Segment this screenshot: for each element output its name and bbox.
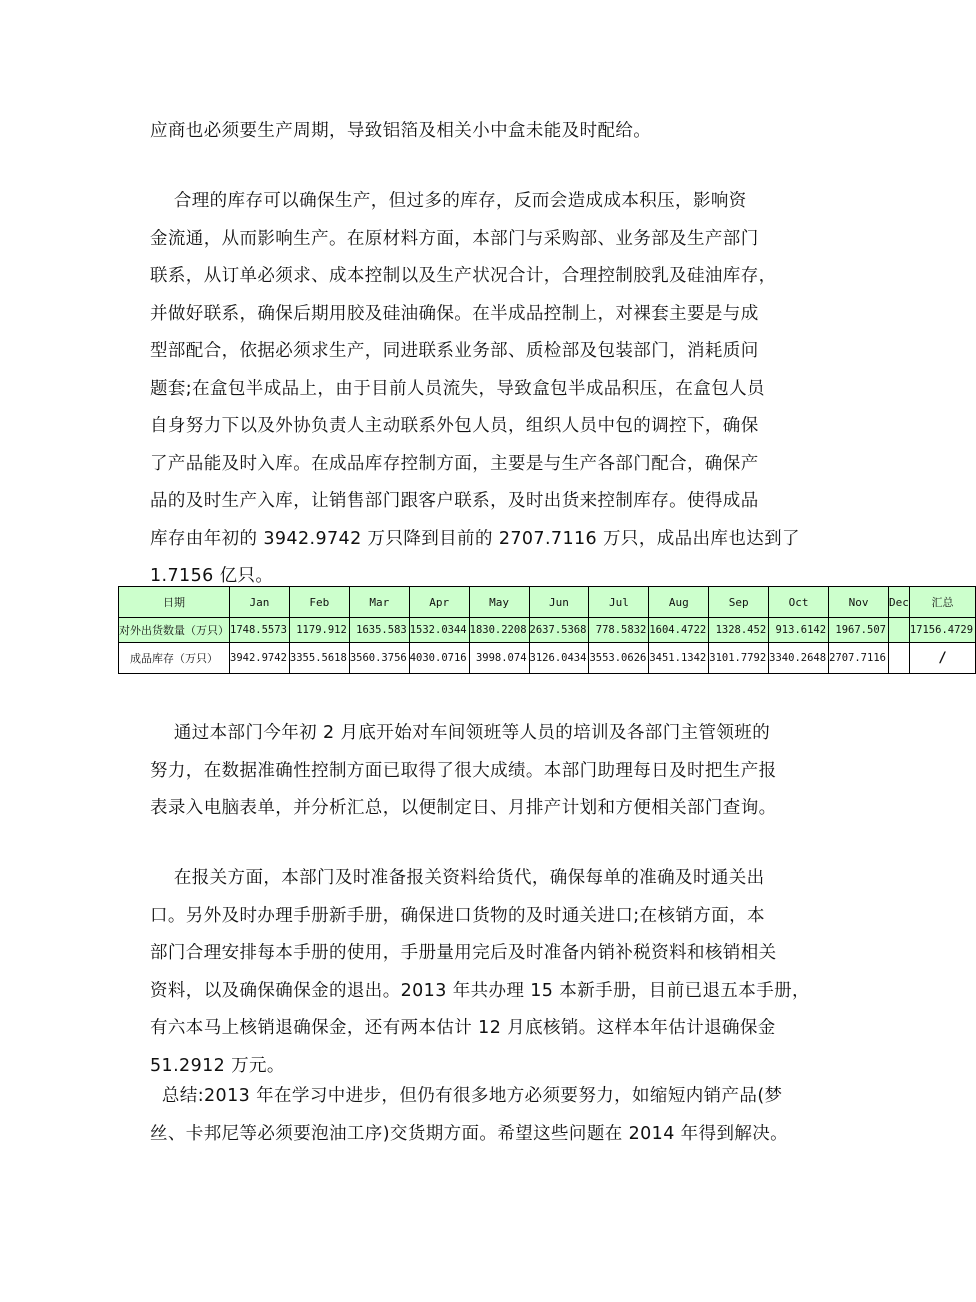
text-line: 总结:2013 年在学习中进步，但仍有很多地方必须要努力，如缩短内销产品(梦 bbox=[150, 1086, 783, 1106]
text-line: 型部配合，依据必须求生产，同进联系业务部、质检部及包装部门，消耗质问 bbox=[150, 341, 759, 361]
table-cell: 3355.5618 bbox=[289, 643, 349, 674]
table-cell: 1604.4722 bbox=[649, 618, 709, 643]
table-cell bbox=[888, 618, 909, 643]
text-line: 联系，从订单必须求、成本控制以及生产状况合计，合理控制胶乳及硅油库存， bbox=[150, 266, 777, 286]
table-cell: 3560.3756 bbox=[349, 643, 409, 674]
table-cell: 4030.0716 bbox=[409, 643, 469, 674]
header-cell: Dec bbox=[888, 587, 909, 618]
table-cell-total: 17156.4729 bbox=[909, 618, 975, 643]
paragraph-supplier-note bbox=[150, 113, 800, 151]
text-line: 努力，在数据准确性控制方面已取得了很大成绩。本部门助理每日及时把生产报 bbox=[150, 760, 777, 781]
table-cell: 3998.074 bbox=[469, 643, 529, 674]
header-cell: 日期 bbox=[119, 587, 230, 618]
text-line: 部门合理安排每本手册的使用，手册量用完后及时准备内销补税资料和核销相关 bbox=[150, 943, 777, 963]
text-line: 并做好联系，确保后期用胶及硅油确保。在半成品控制上，对裸套主要是与成 bbox=[150, 303, 759, 324]
row-label: 对外出货数量（万只） bbox=[119, 618, 230, 643]
paragraph-customs bbox=[150, 860, 810, 1085]
text-line: 合理的库存可以确保生产，但过多的库存，反而会造成成本积压，影响资 bbox=[150, 191, 747, 211]
paragraph-summary bbox=[150, 1078, 800, 1153]
table-cell: 1748.5573 bbox=[230, 618, 290, 643]
text-line: 51.2912 万元。 bbox=[150, 1055, 285, 1076]
text-line: 应商也必须要生产周期，导致铝箔及相关小中盒未能及时配给。 bbox=[150, 121, 652, 141]
table-cell: 3942.9742 bbox=[230, 643, 290, 674]
table-cell: 1635.583 bbox=[349, 618, 409, 643]
header-cell: Jan bbox=[230, 587, 290, 618]
text-line: 了产品能及时入库。在成品库存控制方面，主要是与生产各部门配合，确保产 bbox=[150, 453, 759, 474]
text-line: 自身努力下以及外协负责人主动联系外包人员，组织人员中包的调控下，确保 bbox=[150, 416, 759, 436]
header-cell: 汇总 bbox=[909, 587, 975, 618]
table-row-shipments bbox=[119, 618, 976, 643]
table-cell bbox=[888, 643, 909, 674]
header-cell: Aug bbox=[649, 587, 709, 618]
table-cell: 1179.912 bbox=[289, 618, 349, 643]
table-cell: 1328.452 bbox=[709, 618, 769, 643]
table-cell: 3451.1342 bbox=[649, 643, 709, 674]
table-header-row bbox=[119, 587, 976, 618]
text-line: 在报关方面，本部门及时准备报关资料给货代，确保每单的准确及时通关出 bbox=[150, 868, 765, 888]
text-line: 1.7156 亿只。 bbox=[150, 566, 274, 586]
header-cell: Jul bbox=[589, 587, 649, 618]
table-cell: 3101.7792 bbox=[709, 643, 769, 674]
header-cell: Apr bbox=[409, 587, 469, 618]
monthly-shipment-inventory-table bbox=[118, 586, 976, 674]
table-cell-total: / bbox=[909, 643, 975, 674]
text-line: 资料，以及确保确保金的退出。2013 年共办理 15 本新手册，目前已退五本手册， bbox=[150, 980, 810, 1001]
table-cell: 913.6142 bbox=[769, 618, 829, 643]
row-label: 成品库存（万只） bbox=[119, 643, 230, 674]
text-line: 题套;在盒包半成品上，由于目前人员流失，导致盒包半成品积压，在盒包人员 bbox=[150, 378, 765, 399]
table-cell: 3340.2648 bbox=[769, 643, 829, 674]
paragraph-data-accuracy bbox=[150, 715, 800, 828]
text-line: 丝、卡邦尼等必须要泡油工序)交货期方面。希望这些问题在 2014 年得到解决。 bbox=[150, 1123, 789, 1144]
table-cell: 3553.0626 bbox=[589, 643, 649, 674]
header-cell: Feb bbox=[289, 587, 349, 618]
text-line: 有六本马上核销退确保金，还有两本估计 12 月底核销。这样本年估计退确保金 bbox=[150, 1018, 776, 1038]
table-cell: 2637.5368 bbox=[529, 618, 589, 643]
text-line: 口。另外及时办理手册新手册，确保进口货物的及时通关进口;在核销方面，本 bbox=[150, 905, 765, 926]
header-cell: Oct bbox=[769, 587, 829, 618]
header-cell: Mar bbox=[349, 587, 409, 618]
paragraph-inventory-control bbox=[150, 183, 800, 596]
table-row-inventory bbox=[119, 643, 976, 674]
table-cell: 1830.2208 bbox=[469, 618, 529, 643]
text-line: 通过本部门今年初 2 月底开始对车间领班等人员的培训及各部门主管领班的 bbox=[150, 723, 771, 743]
table-cell: 1532.0344 bbox=[409, 618, 469, 643]
header-cell: Nov bbox=[829, 587, 889, 618]
table-cell: 778.5832 bbox=[589, 618, 649, 643]
table-cell: 2707.7116 bbox=[829, 643, 889, 674]
header-cell: May bbox=[469, 587, 529, 618]
text-line: 库存由年初的 3942.9742 万只降到目前的 2707.7116 万只，成品出库也达到了 bbox=[150, 528, 800, 549]
header-cell: Jun bbox=[529, 587, 589, 618]
text-line: 金流通，从而影响生产。在原材料方面，本部门与采购部、业务部及生产部门 bbox=[150, 228, 759, 249]
table-cell: 1967.507 bbox=[829, 618, 889, 643]
text-line: 表录入电脑表单，并分析汇总，以便制定日、月排产计划和方便相关部门查询。 bbox=[150, 798, 777, 818]
header-cell: Sep bbox=[709, 587, 769, 618]
table-cell: 3126.0434 bbox=[529, 643, 589, 674]
text-line: 品的及时生产入库，让销售部门跟客户联系，及时出货来控制库存。使得成品 bbox=[150, 491, 759, 511]
